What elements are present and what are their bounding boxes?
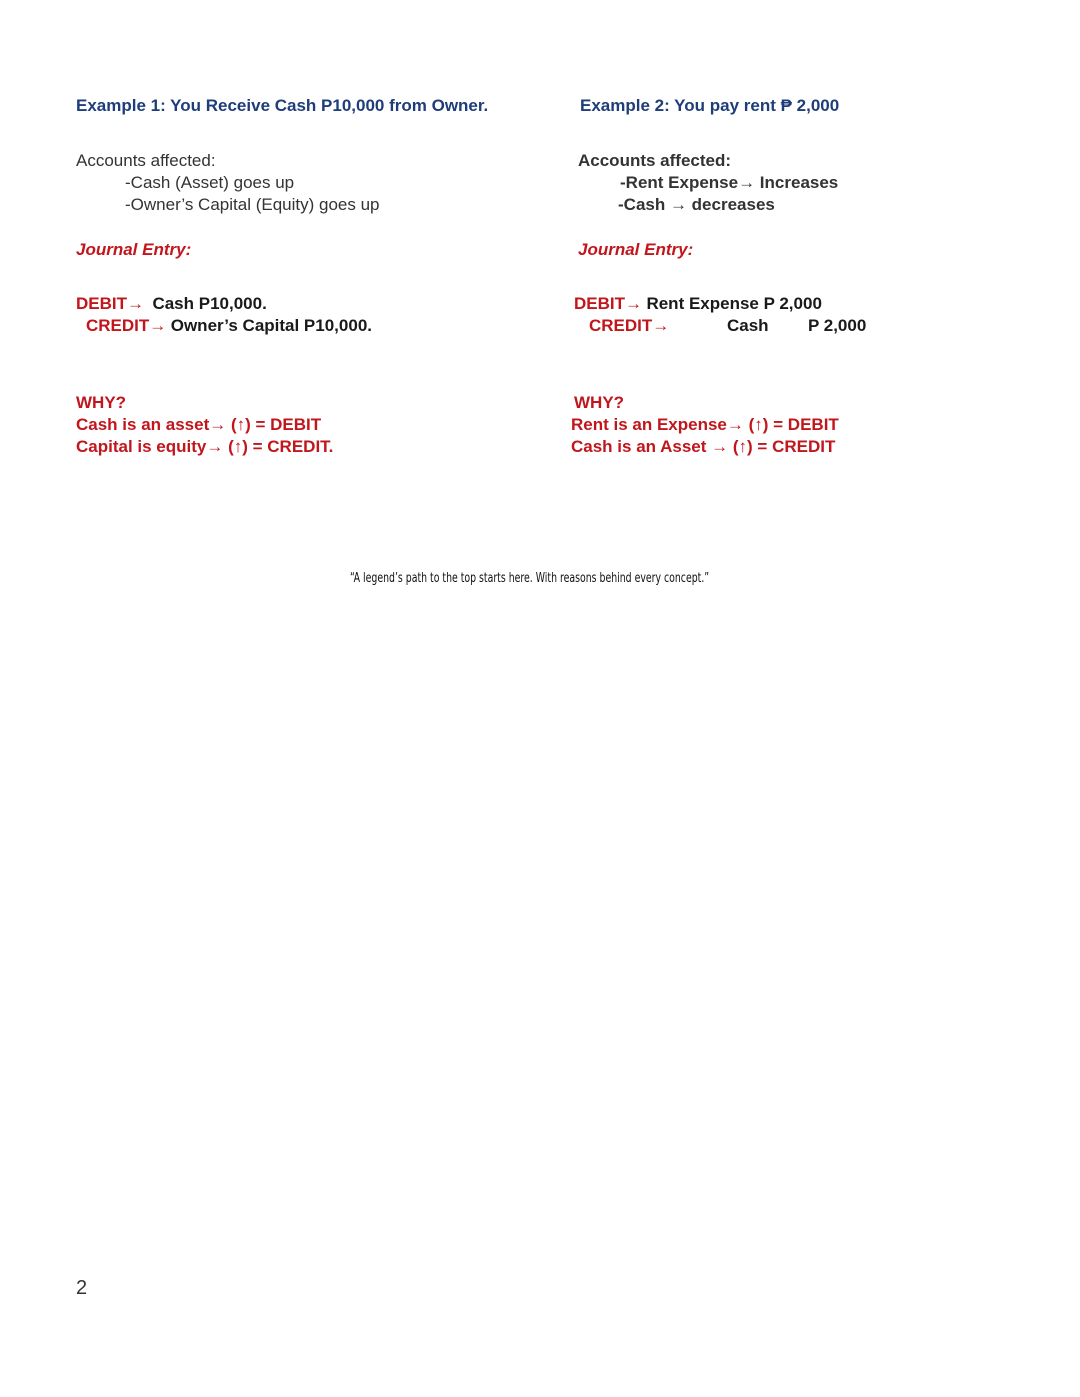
example2-debit-line	[574, 294, 822, 314]
example2-credit-account: Cash	[727, 316, 769, 335]
example2-why-label: WHY?	[574, 393, 625, 412]
example1-credit-line	[86, 316, 372, 336]
example1-accounts-label: Accounts affected:	[76, 151, 216, 170]
example1-why-label: WHY?	[76, 393, 127, 412]
debit-prefix: DEBIT→	[574, 294, 642, 313]
example2-why-line: Rent is an Expense→ (↑) = DEBIT	[571, 415, 839, 434]
example2-why-line: Cash is an Asset → (↑) = CREDIT	[571, 437, 836, 456]
example2-journal-label: Journal Entry:	[578, 240, 694, 259]
debit-entry: Rent Expense P 2,000	[646, 294, 822, 313]
example2-credit-amount: P 2,000	[808, 316, 867, 335]
credit-entry: Owner’s Capital P10,000.	[170, 316, 372, 335]
example2-accounts-label: Accounts affected:	[578, 151, 732, 170]
motivational-quote: “A legend’s path to the top starts here. With reasons behind every concept.”	[350, 571, 710, 586]
example1-journal-label: Journal Entry:	[76, 240, 192, 259]
example2-account-item: -Cash → decreases	[618, 195, 775, 214]
page-number: 2	[76, 1277, 88, 1299]
example2-account-item: -Rent Expense→ Increases	[620, 173, 839, 192]
example2-title: Example 2: You pay rent ₱ 2,000	[580, 96, 840, 115]
example1-why-line: Cash is an asset→ (↑) = DEBIT	[76, 415, 322, 434]
debit-prefix: DEBIT→	[76, 294, 144, 313]
credit-prefix: CREDIT→	[86, 316, 167, 335]
example1-account-item: -Cash (Asset) goes up	[125, 173, 295, 192]
example1-title: Example 1: You Receive Cash P10,000 from Owner.	[76, 96, 489, 115]
example2-credit-prefix: CREDIT→	[589, 316, 670, 335]
example1-why-line: Capital is equity→ (↑) = CREDIT.	[76, 437, 334, 456]
example1-debit-line	[76, 294, 267, 314]
example1-account-item: -Owner’s Capital (Equity) goes up	[125, 195, 380, 214]
debit-entry: Cash P10,000.	[152, 294, 267, 313]
